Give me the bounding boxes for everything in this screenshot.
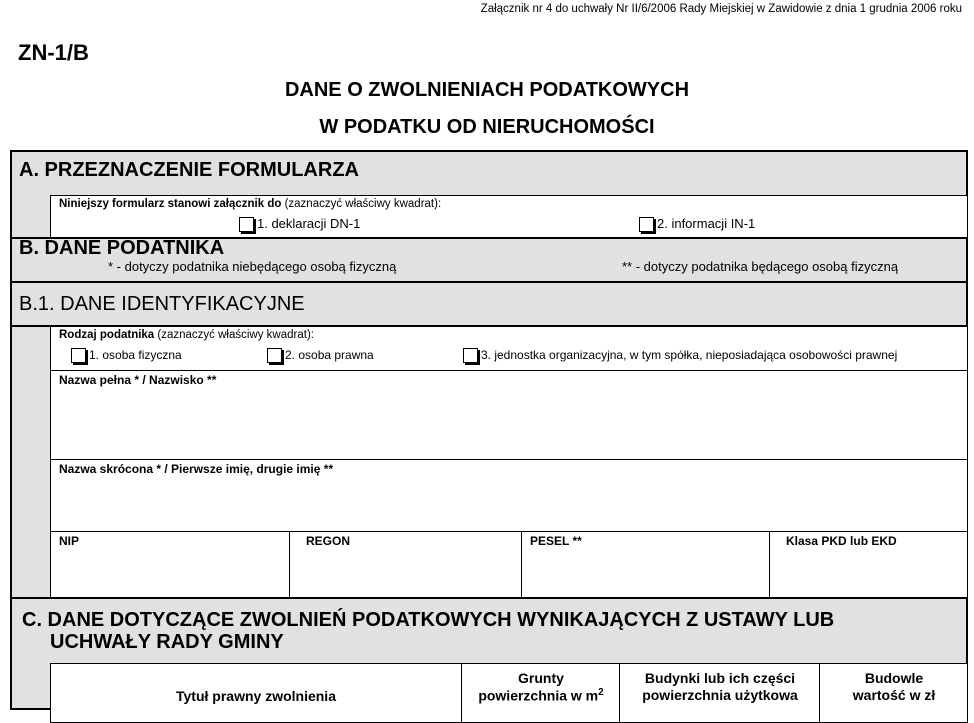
option-information-in1[interactable]: 2. informacji IN-1	[639, 216, 755, 232]
col-buildings-unit: powierzchnia użytkowa	[642, 687, 798, 703]
checkbox-icon[interactable]	[239, 217, 254, 232]
section-b-note-left: * - dotyczy podatnika niebędącego osobą fizyczną	[108, 259, 397, 274]
option-organizational-unit[interactable]: 3. jednostka organizacyjna, w tym spółka, nieposiadająca osobowości prawnej	[463, 348, 897, 363]
section-b1-heading: B.1. DANE IDENTYFIKACYJNE	[19, 293, 305, 315]
regon-field[interactable]	[289, 532, 522, 598]
divider	[12, 597, 968, 599]
pesel-label: PESEL **	[530, 534, 582, 548]
section-c-heading-line2: UCHWAŁY RADY GMINY	[50, 631, 284, 653]
pkd-label: Klasa PKD lub EKD	[786, 534, 897, 548]
section-b-heading: B. DANE PODATNIKA	[19, 237, 225, 259]
section-a-box	[50, 195, 968, 239]
form-code: ZN-1/B	[18, 40, 89, 65]
col-buildings-title: Budynki lub ich części	[644, 670, 796, 686]
col-land-title: Grunty	[518, 670, 564, 686]
col-structures-unit: wartość w zł	[852, 687, 936, 703]
section-a-label: Niniejszy formularz stanowi załącznik do (zaznaczyć właściwy kwadrat):	[59, 198, 442, 210]
pesel-field[interactable]	[521, 532, 770, 598]
section-c-heading-line1: C. DANE DOTYCZĄCE ZWOLNIEŃ PODATKOWYCH WYNIKAJĄCYCH Z USTAWY LUB	[22, 609, 835, 631]
regon-label: REGON	[306, 534, 351, 548]
taxpayer-type-box	[50, 326, 968, 372]
checkbox-icon[interactable]	[267, 348, 282, 363]
option-natural-person[interactable]: 1. osoba fizyczna	[71, 348, 182, 363]
nip-label: NIP	[59, 534, 80, 548]
checkbox-icon[interactable]	[639, 217, 654, 232]
col-land	[461, 664, 620, 722]
option-declaration-dn1[interactable]: 1. deklaracji DN-1	[239, 216, 360, 232]
divider	[12, 281, 968, 283]
nip-field[interactable]	[51, 532, 289, 598]
identifiers-row	[50, 531, 968, 599]
section-a-heading: A. PRZEZNACZENIE FORMULARZA	[19, 159, 359, 181]
col-structures	[819, 664, 968, 722]
exemptions-table-header	[50, 663, 968, 723]
col-structures-title: Budowle	[864, 670, 924, 686]
header-note: Załącznik nr 4 do uchwały Nr II/6/2006 Rady Miejskiej w Zawidowie z dnia 1 grudnia 2006 roku	[480, 3, 962, 15]
form-title-line2: W PODATKU OD NIERUCHOMOŚCI	[319, 116, 655, 138]
checkbox-icon[interactable]	[71, 348, 86, 363]
full-name-label: Nazwa pełna * / Nazwisko **	[59, 373, 217, 387]
pkd-field[interactable]	[769, 532, 968, 598]
taxpayer-type-label: Rodzaj podatnika (zaznaczyć właściwy kwadrat):	[59, 329, 314, 341]
section-b-note-right: ** - dotyczy podatnika będącego osobą fizyczną	[622, 259, 899, 274]
form-body	[10, 150, 968, 710]
full-name-field[interactable]	[50, 370, 968, 461]
short-name-label: Nazwa skrócona * / Pierwsze imię, drugie imię **	[59, 462, 334, 476]
col-buildings	[619, 664, 820, 722]
checkbox-icon[interactable]	[463, 348, 478, 363]
col-land-unit: powierzchnia w $m^2$	[478, 687, 604, 704]
option-legal-person[interactable]: 2. osoba prawna	[267, 348, 374, 363]
col-legal-title: Tytuł prawny zwolnienia	[176, 688, 336, 704]
form-title-line1: DANE O ZWOLNIENIACH PODATKOWYCH	[284, 79, 690, 101]
short-name-field[interactable]	[50, 459, 968, 533]
